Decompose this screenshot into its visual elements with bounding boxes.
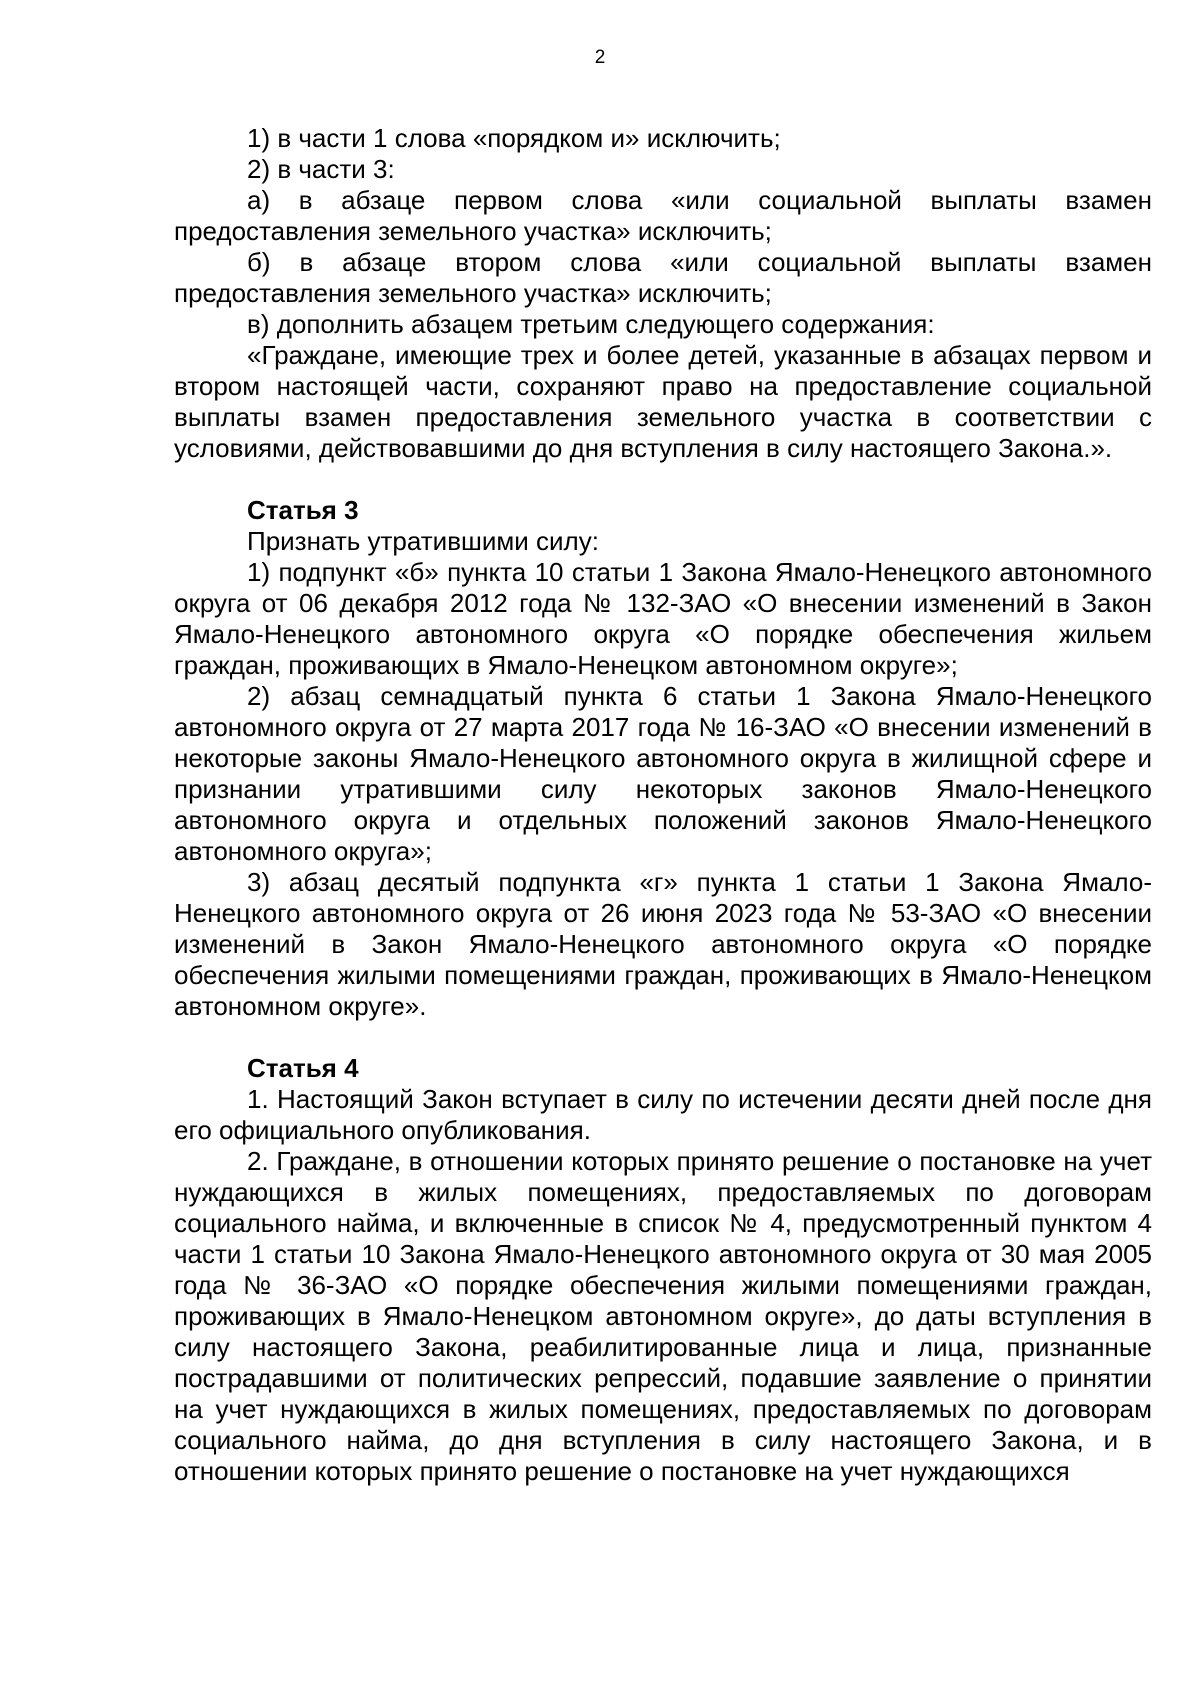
article-3-intro: Признать утратившими силу:: [247, 526, 599, 556]
amendment-subitem: в) дополнить абзацем третьим следующего содержания:: [247, 309, 935, 339]
article-4-heading: Статья 4: [247, 1053, 359, 1083]
page-number: 2: [594, 47, 606, 68]
document-body: [174, 123, 1152, 1487]
quoted-new-paragraph: «Граждане, имеющие трех и более детей, указанные в абзацах первом и втором настоящей части, сохраняют право на предоставление социальной выплаты взамен предоставления земельного участка в соответствии с условиями, действовавшими до дня вступления в силу настоящего Закона.».: [174, 340, 1152, 463]
repealed-provision: 2) абзац семнадцатый пункта 6 статьи 1 Закона Ямало-Ненецкого автономного округа от 27 марта 2017 года № 16-ЗАО «О внесении изменений в некоторые законы Ямало-Ненецкого автономного округа в жилищной сфере и признании утратившими силу некоторых законов Ямало-Ненецкого автономного округа и отдельных положений законов Ямало-Ненецкого автономного округа»;: [174, 681, 1152, 866]
article-4: [174, 1053, 1152, 1487]
amendment-item: 1) в части 1 слова «порядком и» исключить;: [247, 123, 781, 153]
article-4-clause: 2. Граждане, в отношении которых принято решение о постановке на учет нуждающихся в жилых помещениях, предоставляемых по договорам социального найма, и включенные в список № 4, предусмотренный пунктом 4 части 1 статьи 10 Закона Ямало-Ненецкого автономного округа от 30 мая 2005 года № 36-ЗАО «О порядке обеспечения жилыми помещениями граждан, проживающих в Ямало-Ненецком автономном округе», до даты вступления в силу настоящего Закона, реабилитированные лица и лица, признанные пострадавшими от политических репрессий, подавшие заявление о принятии на учет нуждающихся в жилых помещениях, предоставляемых по договорам социального найма, до дня вступления в силу настоящего Закона, и в отношении которых принято решение о постановке на учет нуждающихся: [174, 1146, 1152, 1486]
amendment-subitem: а) в абзаце первом слова «или социальной выплаты взамен предоставления земельного участка» исключить;: [174, 185, 1152, 246]
repealed-provision: 1) подпункт «б» пункта 10 статьи 1 Закона Ямало-Ненецкого автономного округа от 06 декабря 2012 года № 132-ЗАО «О внесении изменений в Закон Ямало-Ненецкого автономного округа «О порядке обеспечения жильем граждан, проживающих в Ямало-Ненецком автономном округе»;: [174, 557, 1152, 680]
repealed-provision: 3) абзац десятый подпункта «г» пункта 1 статьи 1 Закона Ямало-Ненецкого автономного округа от 26 июня 2023 года № 53-ЗАО «О внесении изменений в Закон Ямало-Ненецкого автономного округа «О порядке обеспечения жилыми помещениями граждан, проживающих в Ямало-Ненецком автономном округе».: [174, 867, 1152, 1021]
article-3: [174, 495, 1152, 1022]
article-2-continuation: [174, 123, 1152, 464]
amendment-item: 2) в части 3:: [247, 154, 395, 184]
article-3-heading: Статья 3: [247, 495, 359, 525]
article-4-clause: 1. Настоящий Закон вступает в силу по истечении десяти дней после дня его официального опубликования.: [174, 1084, 1152, 1145]
amendment-subitem: б) в абзаце втором слова «или социальной выплаты взамен предоставления земельного участка» исключить;: [174, 247, 1152, 308]
